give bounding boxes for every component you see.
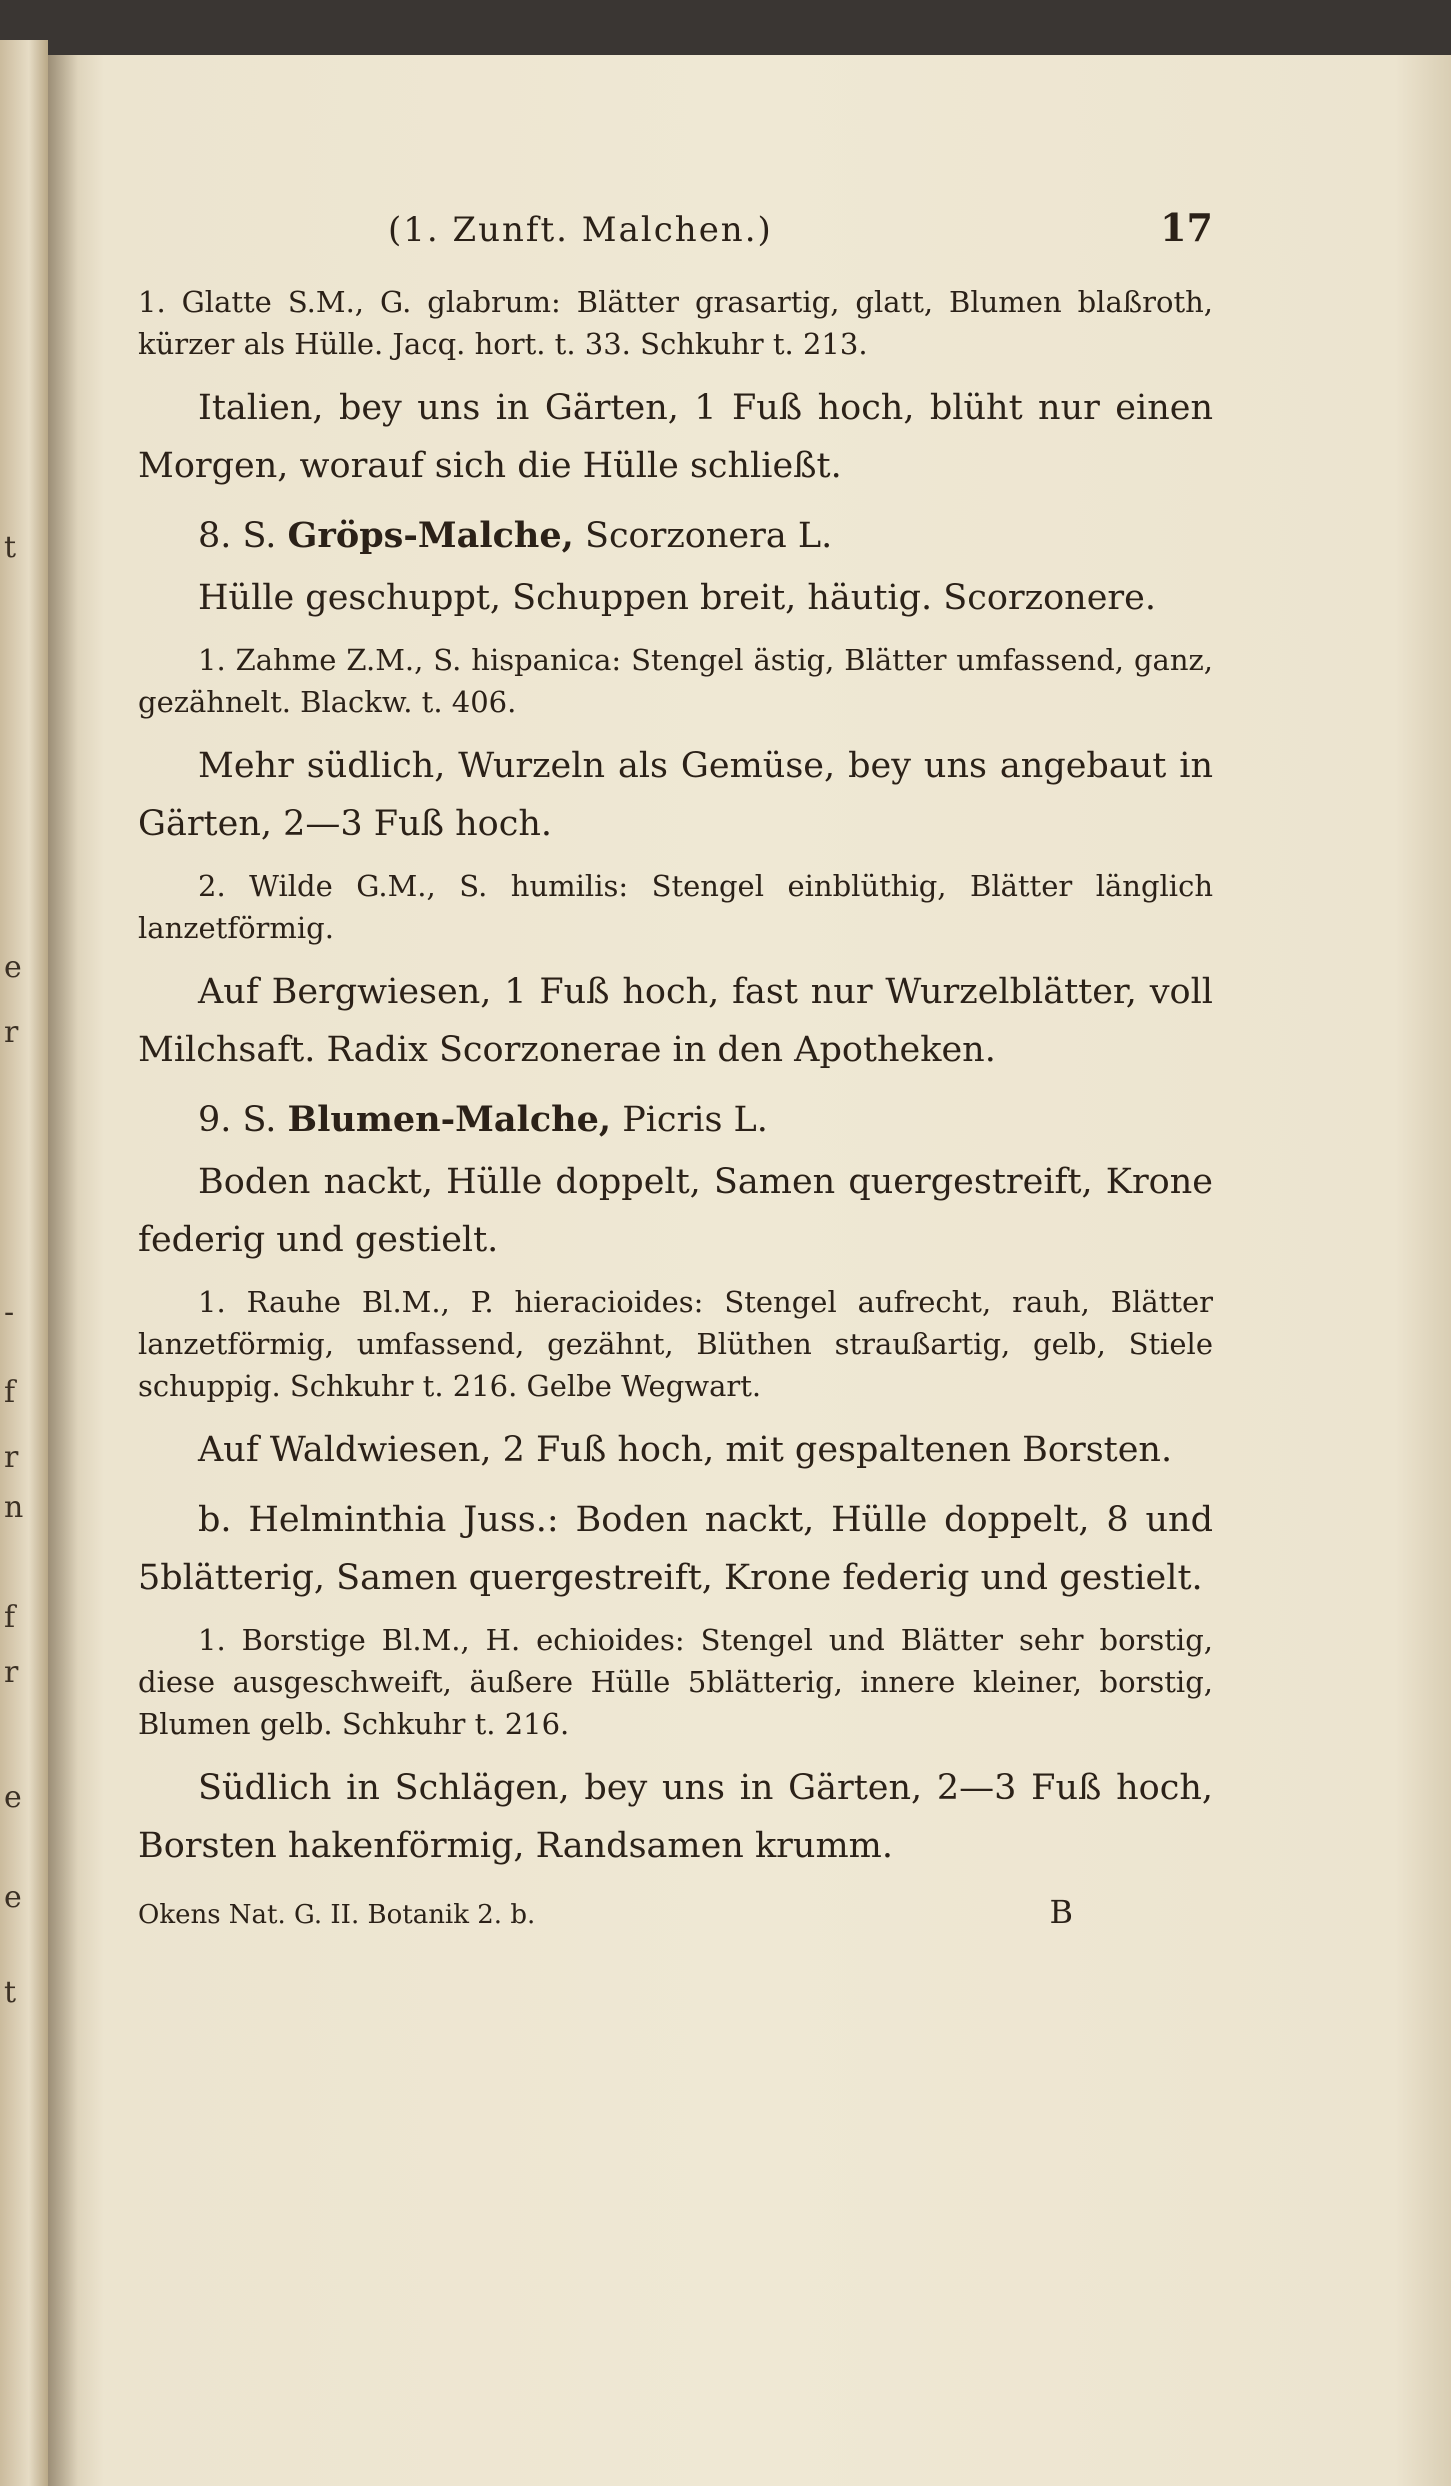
subgenus-description: b. Helminthia Juss.: Boden nackt, Hülle doppelt, 8 und 5blätterig, Samen quergestreift, Krone federig und gestielt. xyxy=(138,1500,1213,1598)
page-text xyxy=(138,205,1213,1931)
genus-heading xyxy=(138,507,1213,565)
habitat-paragraph: Italien, bey uns in Gärten, 1 Fuß hoch, blüht nur einen Morgen, worauf sich die Hülle schließt. xyxy=(138,388,1213,486)
facing-page-fragment: t xyxy=(4,1975,17,2010)
facing-page-edge xyxy=(0,40,48,2486)
species-entry: 1. Rauhe Bl.M., P. hieracioides: Stengel aufrecht, rauh, Blätter lanzetförmig, umfassend, gezähnt, Blüthen straußartig, gelb, Stiele schuppig. Schkuhr t. 216. Gelbe Wegwart. xyxy=(138,1285,1213,1403)
facing-page-fragment: f xyxy=(4,1600,16,1635)
facing-page-fragment: t xyxy=(4,530,17,565)
facing-page-fragment: r xyxy=(4,1440,19,1475)
genus-number: 8. S. xyxy=(198,516,277,556)
running-title: (1. Zunft. Malchen.) xyxy=(388,210,773,250)
habitat-paragraph: Auf Waldwiesen, 2 Fuß hoch, mit gespaltenen Borsten. xyxy=(198,1430,1173,1470)
genus-description: Hülle geschuppt, Schuppen breit, häutig. Scorzonere. xyxy=(198,578,1156,618)
genus-heading xyxy=(138,1091,1213,1149)
habitat-paragraph: Mehr südlich, Wurzeln als Gemüse, bey uns angebaut in Gärten, 2—3 Fuß hoch. xyxy=(138,746,1213,844)
facing-page-fragment: r xyxy=(4,1015,19,1050)
genus-latin: Scorzonera L. xyxy=(584,516,833,556)
habitat-paragraph: Südlich in Schlägen, bey uns in Gärten, 2—3 Fuß hoch, Borsten hakenförmig, Randsamen krumm. xyxy=(138,1768,1213,1866)
genus-description: Boden nackt, Hülle doppelt, Samen quergestreift, Krone federig und gestielt. xyxy=(138,1162,1213,1260)
page-gutter-shadow xyxy=(48,55,78,2486)
book-page xyxy=(48,55,1451,2486)
page-header xyxy=(138,205,1213,265)
page-footer xyxy=(138,1893,1213,1931)
page-number: 17 xyxy=(1160,205,1213,250)
facing-page-fragment: e xyxy=(4,1780,22,1815)
facing-page-fragment: e xyxy=(4,1880,22,1915)
species-entry: 1. Glatte S.M., G. glabrum: Blätter grasartig, glatt, Blumen blaßroth, kürzer als Hülle. Jacq. hort. t. 33. Schkuhr t. 213. xyxy=(138,285,1213,361)
facing-page-fragment: r xyxy=(4,1655,19,1690)
species-entry: 2. Wilde G.M., S. humilis: Stengel einblüthig, Blätter länglich lanzetförmig. xyxy=(138,869,1213,945)
genus-name: Blumen-Malche, xyxy=(287,1099,612,1140)
genus-latin: Picris L. xyxy=(622,1100,768,1140)
signature-mark: B xyxy=(1049,1893,1073,1931)
species-entry: 1. Borstige Bl.M., H. echioides: Stengel und Blätter sehr borstig, diese ausgeschweift, äußere Hülle 5blätterig, innere kleiner, borstig, Blumen gelb. Schkuhr t. 216. xyxy=(138,1623,1213,1741)
genus-number: 9. S. xyxy=(198,1100,277,1140)
habitat-paragraph: Auf Bergwiesen, 1 Fuß hoch, fast nur Wurzelblätter, voll Milchsaft. Radix Scorzonerae in den Apotheken. xyxy=(138,972,1213,1070)
facing-page-fragment: n xyxy=(4,1490,24,1525)
facing-page-fragment: e xyxy=(4,950,22,985)
facing-page-fragment: f xyxy=(4,1375,16,1410)
imprint-line: Okens Nat. G. II. Botanik 2. b. xyxy=(138,1900,536,1930)
species-entry: 1. Zahme Z.M., S. hispanica: Stengel ästig, Blätter umfassend, ganz, gezähnelt. Blackw. t. 406. xyxy=(138,643,1213,719)
facing-page-fragment: - xyxy=(4,1295,15,1330)
genus-name: Gröps-Malche, xyxy=(287,515,574,556)
